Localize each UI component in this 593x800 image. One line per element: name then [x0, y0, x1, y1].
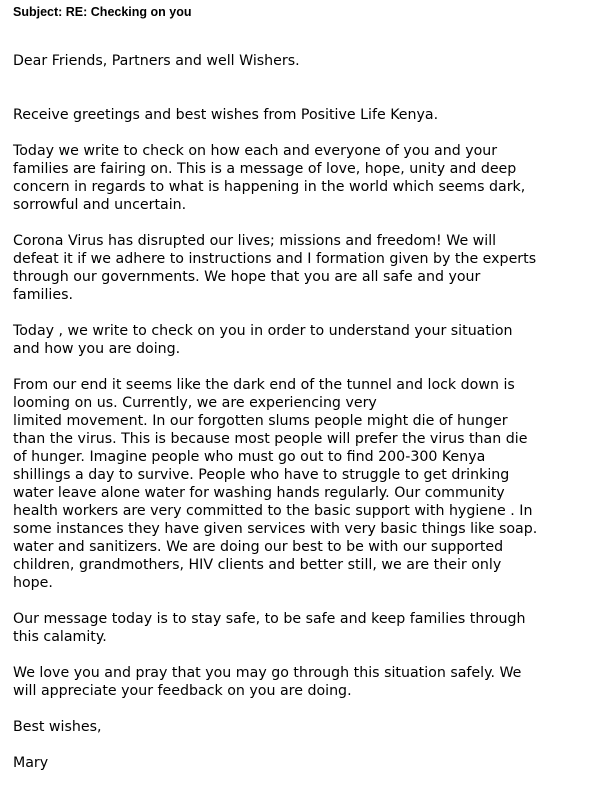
paragraph-situation: Today , we write to check on you in order to understand your situation and how you are doing.: [13, 323, 513, 357]
paragraph-stay-safe: Our message today is to stay safe, to be safe and keep families through this calamity.: [13, 611, 526, 645]
email-greeting: Dear Friends, Partners and well Wishers.: [13, 53, 300, 69]
email-closing: Best wishes,: [13, 719, 102, 735]
paragraph-feedback: We love you and pray that you may go through this situation safely. We will appreciate your feedback on you are doing.: [13, 665, 522, 699]
email-signature: Mary: [13, 755, 49, 771]
email-body: [13, 52, 588, 790]
paragraph-lockdown: From our end it seems like the dark end of the tunnel and lock down is looming on us. Currently, we are experiencing very limited movement. In our forgotten slums people might die of hunger than the virus. This is because most people will prefer the virus than die of hunger. Imagine people who must go out to find 200-300 Kenya shillings a day to survive. People who have to struggle to get drinking water leave alone water for washing hands regularly. Our community health workers are very committed to the basic support with hygiene . In some instances they have given services with very basic things like soap. water and sanitizers. We are doing our best to be with our supported children, grandmothers, HIV clients and better still, we are their only hope.: [13, 377, 538, 591]
paragraph-corona-virus: Corona Virus has disrupted our lives; missions and freedom! We will defeat it if we adhere to instructions and I formation given by the experts through our governments. We hope that you are all safe and your families.: [13, 233, 537, 303]
paragraph-greetings: Receive greetings and best wishes from Positive Life Kenya.: [13, 107, 439, 123]
email-subject: Subject: RE: Checking on you: [13, 5, 192, 19]
paragraph-check-in: Today we write to check on how each and everyone of you and your families are fairing on. This is a message of love, hope, unity and deep concern in regards to what is happening in the world which seems dark, sorrowful and uncertain.: [13, 143, 526, 213]
